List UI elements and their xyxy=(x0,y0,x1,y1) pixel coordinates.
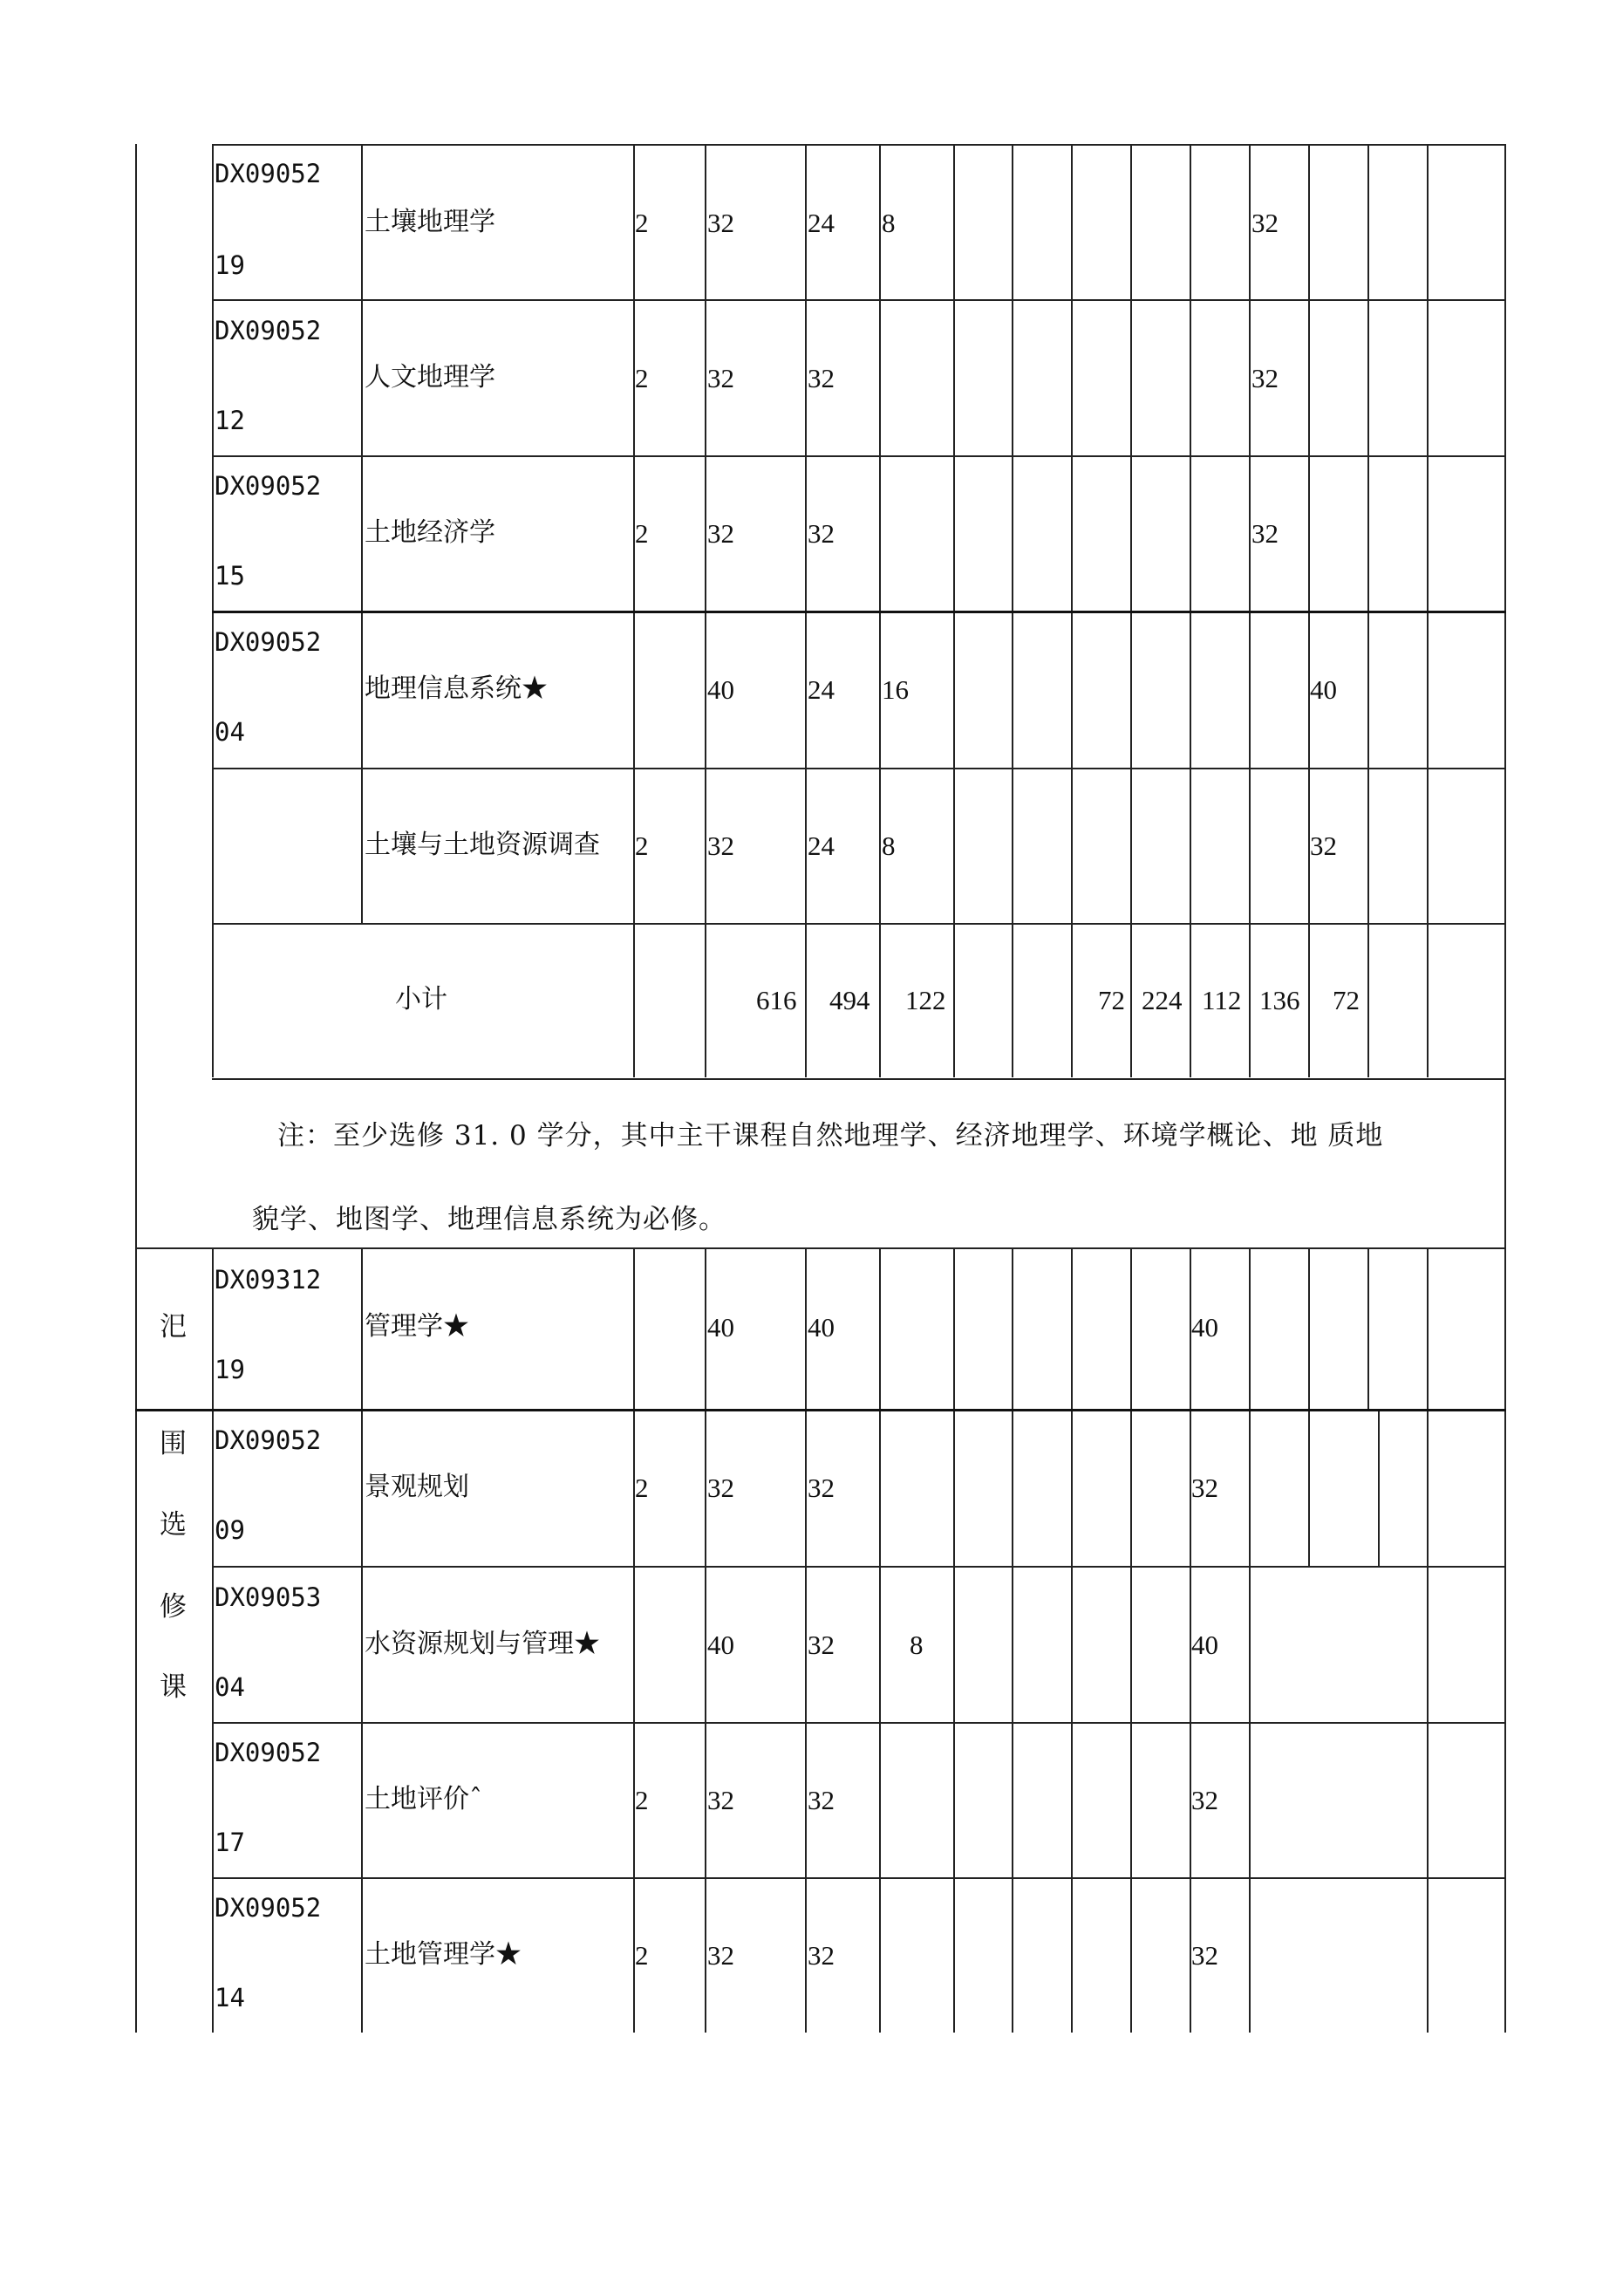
course-name: 人文地理学 xyxy=(365,362,495,393)
term-hours: 32 xyxy=(1191,1940,1218,1971)
course-code-line2: 12 xyxy=(215,406,245,435)
course-code-line1: DX09052 xyxy=(215,1893,322,1923)
total-hours: 32 xyxy=(707,1785,734,1815)
course-code-line1: DX09312 xyxy=(215,1265,322,1295)
course-code-line1: DX09052 xyxy=(215,1425,322,1455)
subtotal-s4: 136 xyxy=(1259,985,1300,1015)
course-name: 土地管理学★ xyxy=(365,1939,522,1970)
course-name: 土地经济学 xyxy=(365,517,495,548)
course-code-line2: 14 xyxy=(215,1983,245,2012)
course-code-line1: DX09053 xyxy=(215,1582,322,1612)
lecture-hours: 32 xyxy=(808,363,835,393)
lecture-hours: 24 xyxy=(808,208,835,238)
credit: 2 xyxy=(635,830,649,861)
total-hours: 40 xyxy=(707,674,734,705)
lab-hours: 8 xyxy=(882,830,896,861)
credit: 2 xyxy=(635,208,649,238)
credit: 2 xyxy=(635,363,649,393)
credit: 2 xyxy=(635,1785,649,1815)
term-hours: 32 xyxy=(1310,830,1337,861)
total-hours: 40 xyxy=(707,1630,734,1660)
lecture-hours: 32 xyxy=(808,1473,835,1503)
category-char: 选 xyxy=(160,1509,187,1541)
term-hours: 32 xyxy=(1251,363,1279,393)
course-name: 管理学★ xyxy=(365,1311,469,1342)
lecture-hours: 32 xyxy=(808,1630,835,1660)
course-code-line2: 09 xyxy=(215,1515,245,1545)
course-name: 地理信息系统★ xyxy=(365,673,548,704)
course-code-line1: DX09052 xyxy=(215,316,322,345)
subtotal-s5: 72 xyxy=(1333,985,1360,1015)
course-code-line2: 15 xyxy=(215,561,245,591)
lab-hours: 8 xyxy=(882,208,896,238)
total-hours: 32 xyxy=(707,830,734,861)
total-hours: 32 xyxy=(707,518,734,549)
course-name: 土地评价ˆ xyxy=(365,1784,482,1814)
course-name: 土壤地理学 xyxy=(365,207,495,237)
category-char: 围 xyxy=(160,1428,187,1459)
credit: 2 xyxy=(635,1473,649,1503)
note-line-1: 注：至少选修 31. 0 学分，其中主干课程自然地理学、经济地理学、环境学概论、地 质地 xyxy=(277,1120,1384,1151)
course-code-line2: 19 xyxy=(215,250,245,280)
total-hours: 32 xyxy=(707,1473,734,1503)
subtotal-hours: 616 xyxy=(756,985,797,1015)
lecture-hours: 32 xyxy=(808,1940,835,1971)
subtotal-s1: 72 xyxy=(1098,985,1125,1015)
term-hours: 40 xyxy=(1191,1630,1218,1660)
course-code-line1: DX09052 xyxy=(215,627,322,657)
lecture-hours: 32 xyxy=(808,518,835,549)
term-hours: 40 xyxy=(1191,1312,1218,1343)
course-code-line1: DX09052 xyxy=(215,471,322,501)
course-name: 土壤与土地资源调查 xyxy=(365,830,600,860)
course-code-line2: 04 xyxy=(215,1672,245,1702)
term-hours: 32 xyxy=(1191,1473,1218,1503)
category-label-top: 汜 xyxy=(160,1311,187,1343)
lecture-hours: 40 xyxy=(808,1312,835,1343)
subtotal-lecture: 494 xyxy=(829,985,870,1015)
category-char: 课 xyxy=(160,1671,187,1703)
term-hours: 32 xyxy=(1251,518,1279,549)
total-hours: 40 xyxy=(707,1312,734,1343)
subtotal-label: 小计 xyxy=(395,984,447,1015)
lecture-hours: 24 xyxy=(808,830,835,861)
term-hours: 32 xyxy=(1191,1785,1218,1815)
subtotal-s2: 224 xyxy=(1142,985,1183,1015)
note-line-2: 貌学、地图学、地理信息系统为必修。 xyxy=(252,1204,726,1235)
total-hours: 32 xyxy=(707,363,734,393)
course-code-line2: 04 xyxy=(215,717,245,747)
lecture-hours: 24 xyxy=(808,674,835,705)
course-name: 景观规划 xyxy=(365,1472,469,1502)
subtotal-lab: 122 xyxy=(905,985,946,1015)
course-code-line2: 17 xyxy=(215,1828,245,1857)
subtotal-s3: 112 xyxy=(1202,985,1242,1015)
term-hours: 32 xyxy=(1251,208,1279,238)
lab-hours: 8 xyxy=(910,1630,924,1660)
lecture-hours: 32 xyxy=(808,1785,835,1815)
course-code-line1: DX09052 xyxy=(215,159,322,188)
credit: 2 xyxy=(635,518,649,549)
course-code-line2: 19 xyxy=(215,1355,245,1384)
credit: 2 xyxy=(635,1940,649,1971)
lab-hours: 16 xyxy=(882,674,909,705)
total-hours: 32 xyxy=(707,208,734,238)
term-hours: 40 xyxy=(1310,674,1337,705)
course-code-line1: DX09052 xyxy=(215,1738,322,1767)
total-hours: 32 xyxy=(707,1940,734,1971)
category-char: 修 xyxy=(160,1591,187,1623)
course-name: 水资源规划与管理★ xyxy=(365,1629,600,1659)
